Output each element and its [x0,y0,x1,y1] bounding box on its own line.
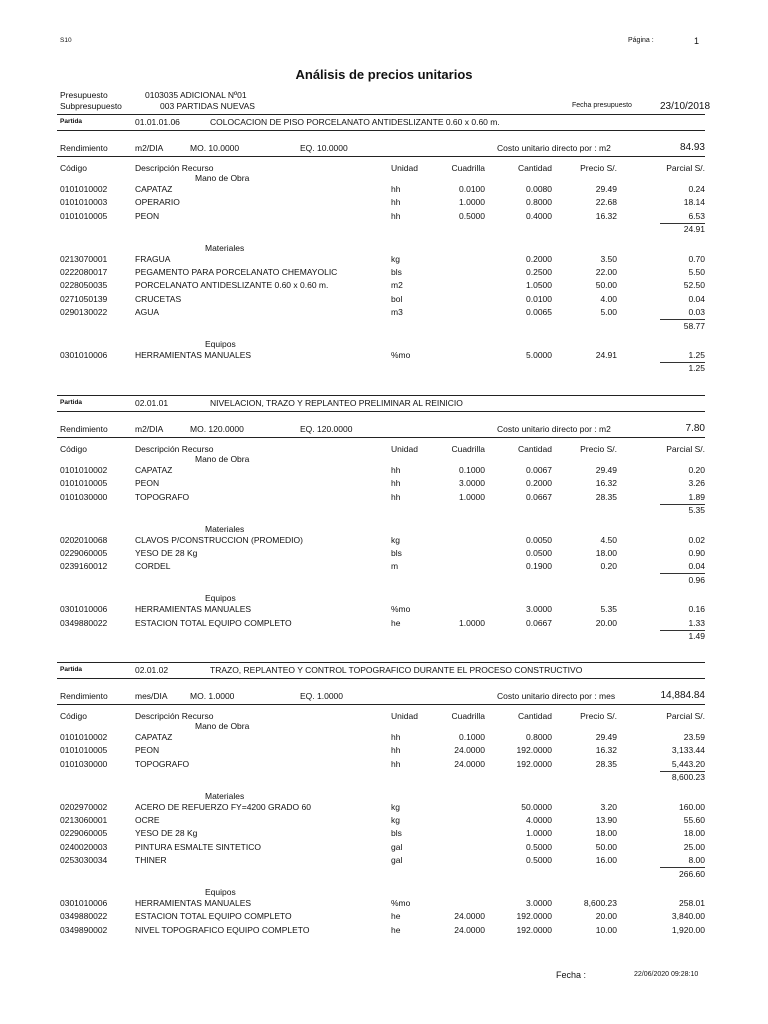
col-header-descripcion: Descripción Recurso [135,163,214,173]
group-title: Mano de Obra [195,721,250,731]
col-header-descripcion: Descripción Recurso [135,444,214,454]
table-row-parcial: 0.90 [688,548,705,558]
partida-name: NIVELACION, TRAZO Y REPLANTEO PRELIMINAR AL REINICIO [210,398,463,408]
table-row-parcial: 0.24 [688,184,705,194]
table-row-parcial: 52.50 [683,280,705,291]
table-row-codigo: 0213070001 [60,253,108,264]
col-header-precio: Precio S/. [580,163,617,173]
table-row-unidad: kg [391,801,400,812]
rendimiento-unit: mes/DIA [135,691,168,701]
table-row-parcial: 0.04 [688,293,705,304]
table-row-precio: 5.35 [600,604,617,615]
table-row-precio: 20.00 [595,617,617,628]
table-row-cantidad: 0.2000 [526,253,552,264]
table-row-parcial: 23.59 [683,732,705,742]
table-row-codigo: 0101030000 [60,758,108,769]
table-row-precio: 20.00 [595,911,617,922]
table-row-unidad: bol [391,293,403,304]
col-header-unidad: Unidad [391,444,418,454]
costo-unitario-value: 7.80 [685,423,705,434]
table-row-codigo: 0229060005 [60,828,108,839]
table-row-parcial: 0.03 [688,307,705,318]
table-row-cantidad: 0.0667 [526,617,552,628]
table-row-precio: 24.91 [595,350,617,360]
table-row-parcial: 3,840.00 [671,911,705,922]
table-row-precio: 0.20 [600,561,617,572]
table-row-descripcion: PEGAMENTO PARA PORCELANATO CHEMAYOLIC [135,267,338,277]
table-row-cuadrilla: 3.0000 [459,478,485,489]
partida-header-rule [57,411,705,412]
group-title: Materiales [205,242,245,253]
table-row-parcial: 18.00 [683,828,705,839]
table-row-unidad: he [391,911,401,922]
rendimiento-label: Rendimiento [60,424,108,434]
group-title: Mano de Obra [195,454,250,464]
partida-top-rule [57,662,705,663]
table-row-codigo: 0301010006 [60,898,108,908]
table-row-unidad: hh [391,758,401,769]
group-total: 5.35 [688,505,705,516]
table-row-parcial: 0.20 [688,465,705,475]
col-header-cuadrilla: Cuadrilla [451,444,485,454]
table-row-unidad: m [391,561,399,572]
table-row-cantidad: 0.0065 [526,307,552,318]
rendimiento-label: Rendimiento [60,691,108,701]
partida-label: Partida [60,399,83,406]
table-row-cantidad: 0.2500 [526,267,552,277]
group-total: 1.25 [688,363,705,374]
col-header-unidad: Unidad [391,711,418,721]
table-row-codigo: 0271050139 [60,293,108,304]
table-row-cantidad: 5.0000 [526,350,552,360]
subpresupuesto-value: 003 PARTIDAS NUEVAS [160,101,255,111]
col-header-cantidad: Cantidad [517,163,552,173]
table-row-descripcion: OCRE [135,815,160,825]
table-row-unidad: kg [391,253,400,264]
table-row-codigo: 0301010006 [60,604,108,615]
table-row-cantidad: 3.0000 [526,604,552,615]
table-row-cuadrilla: 24.0000 [454,745,485,756]
footer-fecha-value: 22/06/2020 09:28:10 [634,971,699,978]
table-row-codigo: 0202010068 [60,534,108,545]
table-row-descripcion: PEON [135,745,160,756]
presupuesto-label: Presupuesto [60,90,108,100]
table-row-descripcion: HERRAMIENTAS MANUALES [135,604,252,615]
table-row-codigo: 0349880022 [60,911,108,922]
table-row-cuadrilla: 1.0000 [459,617,485,628]
table-row-cantidad: 0.0080 [526,184,552,194]
table-row-cantidad: 192.0000 [516,911,552,922]
table-row-codigo: 0253030034 [60,855,108,866]
table-row-unidad: hh [391,465,401,475]
group-title: Materiales [205,790,245,801]
table-row-precio: 3.20 [600,801,617,812]
rendimiento-unit: m2/DIA [135,143,164,153]
rendimiento-rule [57,437,705,438]
costo-unitario-value: 84.93 [679,142,705,153]
table-row-unidad: %mo [391,604,411,615]
table-row-descripcion: FRAGUA [135,253,171,264]
table-row-parcial: 3.26 [688,478,705,489]
rendimiento-eq: EQ. 10.0000 [300,143,348,153]
table-row-codigo: 0290130022 [60,307,108,318]
table-row-descripcion: CLAVOS P/CONSTRUCCION (PROMEDIO) [135,534,303,545]
table-row-precio: 16.00 [595,855,617,866]
col-header-precio: Precio S/. [580,444,617,454]
table-row-parcial: 1.25 [688,350,705,360]
table-row-unidad: hh [391,184,401,194]
subpresupuesto-label: Subpresupuesto [60,101,122,111]
table-row-parcial: 0.16 [688,604,705,615]
rendimiento-rule [57,704,705,705]
partida-top-rule [57,114,705,115]
table-row-cantidad: 0.5000 [526,841,552,852]
group-total: 0.96 [688,574,705,585]
table-row-cantidad: 0.2000 [526,478,552,489]
table-row-cantidad: 0.0667 [526,491,552,502]
table-row-unidad: m2 [391,280,403,291]
table-row-precio: 18.00 [595,828,617,839]
table-row-parcial: 1.89 [688,491,705,502]
table-row-parcial: 258.01 [679,898,705,908]
table-row-cantidad: 192.0000 [516,745,552,756]
group-total: 24.91 [683,224,705,235]
costo-unitario-label: Costo unitario directo por : m2 [497,424,611,434]
table-row-unidad: hh [391,197,401,208]
table-row-precio: 28.35 [595,758,617,769]
table-row-cantidad: 192.0000 [516,924,552,935]
rendimiento-unit: m2/DIA [135,424,164,434]
col-header-cantidad: Cantidad [517,711,552,721]
table-row-precio: 10.00 [595,924,617,935]
table-row-precio: 22.68 [595,197,617,208]
costo-unitario-label: Costo unitario directo por : m2 [497,143,611,153]
table-row-codigo: 0101010002 [60,184,108,194]
table-row-parcial: 5.50 [688,267,705,277]
fecha-presupuesto-label: Fecha presupuesto [572,102,632,109]
table-row-parcial: 0.02 [688,534,705,545]
table-row-cuadrilla: 24.0000 [454,911,485,922]
table-row-parcial: 3,133.44 [671,745,705,756]
table-row-unidad: hh [391,745,401,756]
table-row-codigo: 0222080017 [60,267,108,277]
col-header-cuadrilla: Cuadrilla [451,163,485,173]
table-row-precio: 29.49 [595,465,617,475]
table-row-cantidad: 1.0000 [526,828,552,839]
partida-header-rule [57,678,705,679]
table-row-precio: 18.00 [595,548,617,558]
partida-code: 01.01.01.06 [135,117,180,127]
partida-label: Partida [60,666,83,673]
col-header-descripcion: Descripción Recurso [135,711,214,721]
table-row-descripcion: CORDEL [135,561,171,572]
table-row-unidad: hh [391,491,401,502]
table-row-unidad: hh [391,478,401,489]
table-row-cantidad: 1.0500 [526,280,552,291]
table-row-cantidad: 4.0000 [526,815,552,825]
group-title: Equipos [205,887,236,897]
page-number: 1 [694,36,700,46]
col-header-precio: Precio S/. [580,711,617,721]
table-row-descripcion: ACERO DE REFUERZO FY=4200 GRADO 60 [135,801,311,812]
table-row-unidad: bls [391,548,402,558]
table-row-codigo: 0349890002 [60,924,108,935]
presupuesto-value: 0103035 ADICIONAL Nº01 [145,90,247,100]
table-row-cantidad: 0.5000 [526,855,552,866]
table-row-codigo: 0202970002 [60,801,108,812]
group-total: 266.60 [679,868,705,879]
partida-name: COLOCACION DE PISO PORCELANATO ANTIDESLIZANTE 0.60 x 0.60 m. [210,117,500,127]
table-row-unidad: %mo [391,898,411,908]
group-title: Materiales [205,523,245,534]
col-header-parcial: Parcial S/. [666,711,705,721]
fecha-presupuesto-value: 23/10/2018 [660,101,711,112]
table-row-parcial: 18.14 [683,197,705,208]
table-row-codigo: 0101010005 [60,210,108,221]
table-row-precio: 3.50 [600,253,617,264]
table-row-unidad: bls [391,267,402,277]
table-row-unidad: he [391,924,401,935]
group-title: Mano de Obra [195,173,250,183]
col-header-codigo: Código [60,163,87,173]
partida-top-rule [57,395,705,396]
table-row-codigo: 0101010003 [60,197,108,208]
col-header-parcial: Parcial S/. [666,163,705,173]
table-row-descripcion: HERRAMIENTAS MANUALES [135,898,252,908]
table-row-unidad: gal [391,855,403,866]
table-row-parcial: 8.00 [688,855,705,866]
table-row-precio: 8,600.23 [583,898,617,908]
table-row-parcial: 0.70 [688,253,705,264]
table-row-precio: 16.32 [595,478,617,489]
table-row-descripcion: NIVEL TOPOGRAFICO EQUIPO COMPLETO [135,924,310,935]
table-row-descripcion: AGUA [135,307,160,318]
table-row-cuadrilla: 0.0100 [459,184,485,194]
table-row-precio: 16.32 [595,745,617,756]
col-header-parcial: Parcial S/. [666,444,705,454]
table-row-parcial: 55.60 [683,815,705,825]
table-row-cantidad: 192.0000 [516,758,552,769]
table-row-unidad: kg [391,815,400,825]
table-row-precio: 28.35 [595,491,617,502]
group-total: 8,600.23 [671,772,705,783]
table-row-descripcion: CAPATAZ [135,465,173,475]
table-row-codigo: 0349880022 [60,617,108,628]
table-row-parcial: 25.00 [683,841,705,852]
table-row-parcial: 6.53 [688,210,705,221]
col-header-unidad: Unidad [391,163,418,173]
col-header-cuadrilla: Cuadrilla [451,711,485,721]
system-code: S10 [60,37,72,44]
table-row-codigo: 0228050035 [60,280,108,291]
table-row-descripcion: PEON [135,210,160,221]
col-header-codigo: Código [60,711,87,721]
table-row-cuadrilla: 0.1000 [459,732,485,742]
table-row-precio: 4.00 [600,293,617,304]
table-row-parcial: 160.00 [679,801,705,812]
table-row-codigo: 0101010002 [60,732,108,742]
rendimiento-mo: MO. 10.0000 [190,143,240,153]
table-row-descripcion: CRUCETAS [135,293,182,304]
table-row-parcial: 5,443.20 [671,758,705,769]
table-row-codigo: 0101010002 [60,465,108,475]
table-row-parcial: 0.04 [688,561,705,572]
table-row-unidad: gal [391,841,403,852]
table-row-descripcion: TOPOGRAFO [135,491,190,502]
costo-unitario-value: 14,884.84 [660,690,705,701]
table-row-unidad: hh [391,732,401,742]
table-row-unidad: m3 [391,307,403,318]
table-row-precio: 16.32 [595,210,617,221]
table-row-descripcion: YESO DE 28 Kg [135,828,198,839]
table-row-descripcion: PORCELANATO ANTIDESLIZANTE 0.60 x 0.60 m. [135,280,329,291]
table-row-cantidad: 0.4000 [526,210,552,221]
table-row-descripcion: PEON [135,478,160,489]
table-row-descripcion: TOPOGRAFO [135,758,190,769]
table-row-precio: 50.00 [595,280,617,291]
table-row-parcial: 1,920.00 [671,924,705,935]
table-row-parcial: 1.33 [688,617,705,628]
table-row-descripcion: CAPATAZ [135,732,173,742]
table-row-precio: 4.50 [600,534,617,545]
table-row-descripcion: ESTACION TOTAL EQUIPO COMPLETO [135,617,292,628]
table-row-descripcion: YESO DE 28 Kg [135,548,198,558]
table-row-unidad: %mo [391,350,411,360]
table-row-precio: 22.00 [595,267,617,277]
rendimiento-label: Rendimiento [60,143,108,153]
table-row-descripcion: HERRAMIENTAS MANUALES [135,350,252,360]
table-row-precio: 5.00 [600,307,617,318]
group-title: Equipos [205,339,236,349]
table-row-cantidad: 0.0067 [526,465,552,475]
rendimiento-mo: MO. 120.0000 [190,424,244,434]
partida-header-rule [57,130,705,131]
partida-code: 02.01.01 [135,398,169,408]
table-row-cuadrilla: 24.0000 [454,924,485,935]
table-row-precio: 29.49 [595,732,617,742]
table-row-codigo: 0301010006 [60,350,108,360]
rendimiento-rule [57,156,705,157]
table-row-codigo: 0101030000 [60,491,108,502]
group-title: Equipos [205,593,236,604]
table-row-descripcion: OPERARIO [135,197,180,208]
table-row-precio: 13.90 [595,815,617,825]
table-row-unidad: hh [391,210,401,221]
footer-fecha-label: Fecha : [556,970,587,980]
table-row-precio: 50.00 [595,841,617,852]
table-row-cuadrilla: 0.5000 [459,210,485,221]
table-row-codigo: 0240020003 [60,841,108,852]
table-row-unidad: kg [391,534,400,545]
costo-unitario-label: Costo unitario directo por : mes [497,691,616,701]
col-header-cantidad: Cantidad [517,444,552,454]
rendimiento-mo: MO. 1.0000 [190,691,235,701]
table-row-unidad: bls [391,828,402,839]
col-header-codigo: Código [60,444,87,454]
partida-name: TRAZO, REPLANTEO Y CONTROL TOPOGRAFICO DURANTE EL PROCESO CONSTRUCTIVO [210,665,583,675]
table-row-cantidad: 3.0000 [526,898,552,908]
table-row-codigo: 0213060001 [60,815,108,825]
table-row-cuadrilla: 0.1000 [459,465,485,475]
partida-code: 02.01.02 [135,665,169,675]
table-row-unidad: he [391,617,401,628]
table-row-descripcion: ESTACION TOTAL EQUIPO COMPLETO [135,911,292,922]
table-row-codigo: 0101010005 [60,745,108,756]
table-row-descripcion: THINER [135,855,167,866]
group-total: 58.77 [683,320,705,331]
partida-label: Partida [60,118,83,125]
table-row-cantidad: 0.8000 [526,197,552,208]
table-row-codigo: 0229060005 [60,548,108,558]
rendimiento-eq: EQ. 1.0000 [300,691,344,701]
table-row-precio: 29.49 [595,184,617,194]
page-title: Análisis de precios unitarios [295,67,473,82]
table-row-cantidad: 0.1900 [526,561,552,572]
table-row-cuadrilla: 1.0000 [459,491,485,502]
table-row-cantidad: 0.8000 [526,732,552,742]
table-row-cantidad: 0.0050 [526,534,552,545]
table-row-codigo: 0239160012 [60,561,108,572]
table-row-codigo: 0101010005 [60,478,108,489]
table-row-cantidad: 0.0500 [526,548,552,558]
table-row-cantidad: 50.0000 [521,801,552,812]
page-label: Página : [628,37,654,44]
table-row-descripcion: PINTURA ESMALTE SINTETICO [135,841,261,852]
table-row-descripcion: CAPATAZ [135,184,173,194]
table-row-cuadrilla: 24.0000 [454,758,485,769]
rendimiento-eq: EQ. 120.0000 [300,424,353,434]
table-row-cantidad: 0.0100 [526,293,552,304]
table-row-cuadrilla: 1.0000 [459,197,485,208]
group-total: 1.49 [688,631,705,641]
